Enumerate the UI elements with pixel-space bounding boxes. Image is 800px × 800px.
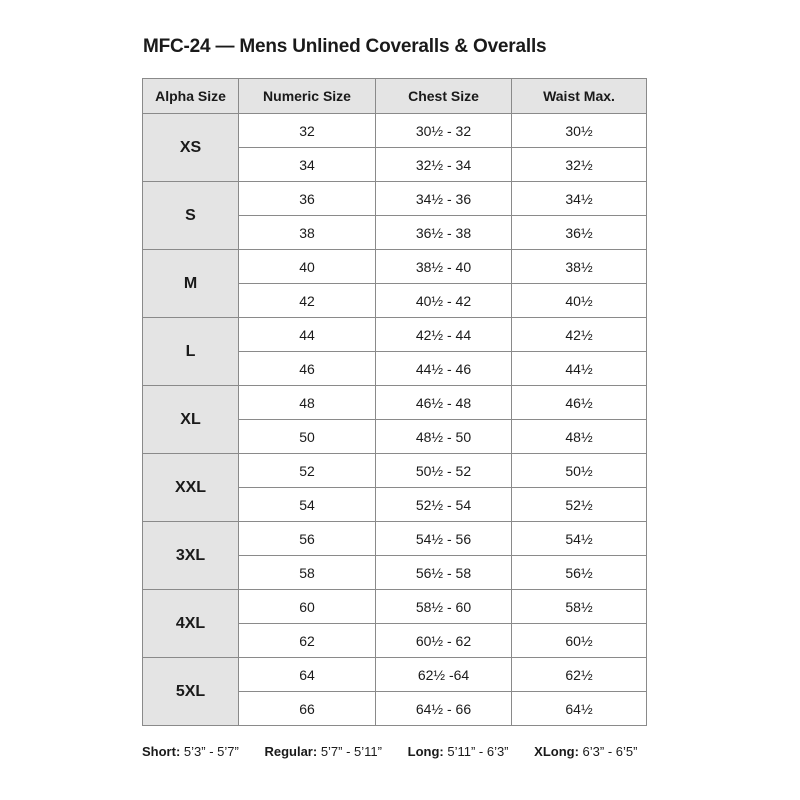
waist-max-cell: 60½ xyxy=(512,624,647,658)
chest-size-cell: 34½ - 36 xyxy=(376,182,512,216)
numeric-size-cell: 54 xyxy=(239,488,376,522)
legend-long xyxy=(408,744,509,759)
legend-value: 5’3” - 5’7” xyxy=(183,744,239,759)
header-row xyxy=(143,79,647,114)
chest-size-cell: 40½ - 42 xyxy=(376,284,512,318)
waist-max-cell: 44½ xyxy=(512,352,647,386)
waist-max-cell: 36½ xyxy=(512,216,647,250)
numeric-size-cell: 66 xyxy=(239,692,376,726)
alpha-size-cell: 5XL xyxy=(143,658,239,726)
legend-xlong xyxy=(534,744,637,759)
waist-max-cell: 64½ xyxy=(512,692,647,726)
numeric-size-cell: 62 xyxy=(239,624,376,658)
waist-max-cell: 38½ xyxy=(512,250,647,284)
numeric-size-cell: 50 xyxy=(239,420,376,454)
chest-size-cell: 60½ - 62 xyxy=(376,624,512,658)
alpha-size-cell: S xyxy=(143,182,239,250)
chest-size-cell: 44½ - 46 xyxy=(376,352,512,386)
waist-max-cell: 54½ xyxy=(512,522,647,556)
waist-max-cell: 58½ xyxy=(512,590,647,624)
table-row xyxy=(143,250,647,284)
legend-label: XLong: xyxy=(534,744,579,759)
numeric-size-cell: 42 xyxy=(239,284,376,318)
legend-label: Long: xyxy=(407,744,444,759)
chest-size-cell: 64½ - 66 xyxy=(376,692,512,726)
waist-max-cell: 50½ xyxy=(512,454,647,488)
chest-size-cell: 52½ - 54 xyxy=(376,488,512,522)
legend-value: 5’7” - 5’11” xyxy=(320,744,382,759)
alpha-size-cell: XXL xyxy=(143,454,239,522)
numeric-size-cell: 64 xyxy=(239,658,376,692)
waist-max-cell: 32½ xyxy=(512,148,647,182)
table-row xyxy=(143,318,647,352)
alpha-size-cell: L xyxy=(143,318,239,386)
table-row xyxy=(143,182,647,216)
numeric-size-cell: 44 xyxy=(239,318,376,352)
numeric-size-cell: 60 xyxy=(239,590,376,624)
size-chart-table xyxy=(142,78,647,726)
numeric-size-cell: 58 xyxy=(239,556,376,590)
legend-value: 5’11” - 6’3” xyxy=(447,744,509,759)
chest-size-cell: 48½ - 50 xyxy=(376,420,512,454)
numeric-size-cell: 48 xyxy=(239,386,376,420)
numeric-size-cell: 32 xyxy=(239,114,376,148)
waist-max-cell: 40½ xyxy=(512,284,647,318)
header-numeric-size: Numeric Size xyxy=(239,79,376,114)
numeric-size-cell: 36 xyxy=(239,182,376,216)
alpha-size-cell: 3XL xyxy=(143,522,239,590)
waist-max-cell: 46½ xyxy=(512,386,647,420)
legend-short xyxy=(142,744,239,759)
legend-label: Regular: xyxy=(264,744,318,759)
table-row xyxy=(143,658,647,692)
header-waist-max: Waist Max. xyxy=(512,79,647,114)
chest-size-cell: 30½ - 32 xyxy=(376,114,512,148)
size-chart-body xyxy=(143,114,647,726)
chest-size-cell: 46½ - 48 xyxy=(376,386,512,420)
numeric-size-cell: 38 xyxy=(239,216,376,250)
waist-max-cell: 34½ xyxy=(512,182,647,216)
waist-max-cell: 62½ xyxy=(512,658,647,692)
chest-size-cell: 32½ - 34 xyxy=(376,148,512,182)
chest-size-cell: 62½ -64 xyxy=(376,658,512,692)
chest-size-cell: 36½ - 38 xyxy=(376,216,512,250)
numeric-size-cell: 40 xyxy=(239,250,376,284)
table-row xyxy=(143,522,647,556)
legend-label: Short: xyxy=(142,744,181,759)
inseam-legend xyxy=(142,744,659,759)
numeric-size-cell: 56 xyxy=(239,522,376,556)
chest-size-cell: 42½ - 44 xyxy=(376,318,512,352)
header-alpha-size: Alpha Size xyxy=(143,79,239,114)
chest-size-cell: 38½ - 40 xyxy=(376,250,512,284)
alpha-size-cell: XS xyxy=(143,114,239,182)
chest-size-cell: 56½ - 58 xyxy=(376,556,512,590)
table-row xyxy=(143,386,647,420)
legend-value: 6’3” - 6’5” xyxy=(582,744,638,759)
numeric-size-cell: 46 xyxy=(239,352,376,386)
chest-size-cell: 54½ - 56 xyxy=(376,522,512,556)
waist-max-cell: 48½ xyxy=(512,420,647,454)
table-row xyxy=(143,114,647,148)
waist-max-cell: 42½ xyxy=(512,318,647,352)
table-row xyxy=(143,454,647,488)
numeric-size-cell: 34 xyxy=(239,148,376,182)
chest-size-cell: 58½ - 60 xyxy=(376,590,512,624)
alpha-size-cell: 4XL xyxy=(143,590,239,658)
table-row xyxy=(143,590,647,624)
numeric-size-cell: 52 xyxy=(239,454,376,488)
header-chest-size: Chest Size xyxy=(376,79,512,114)
chest-size-cell: 50½ - 52 xyxy=(376,454,512,488)
page-title: MFC-24 — Mens Unlined Coveralls & Overalls xyxy=(143,36,547,57)
alpha-size-cell: XL xyxy=(143,386,239,454)
alpha-size-cell: M xyxy=(143,250,239,318)
legend-regular xyxy=(264,744,382,759)
waist-max-cell: 30½ xyxy=(512,114,647,148)
waist-max-cell: 52½ xyxy=(512,488,647,522)
waist-max-cell: 56½ xyxy=(512,556,647,590)
